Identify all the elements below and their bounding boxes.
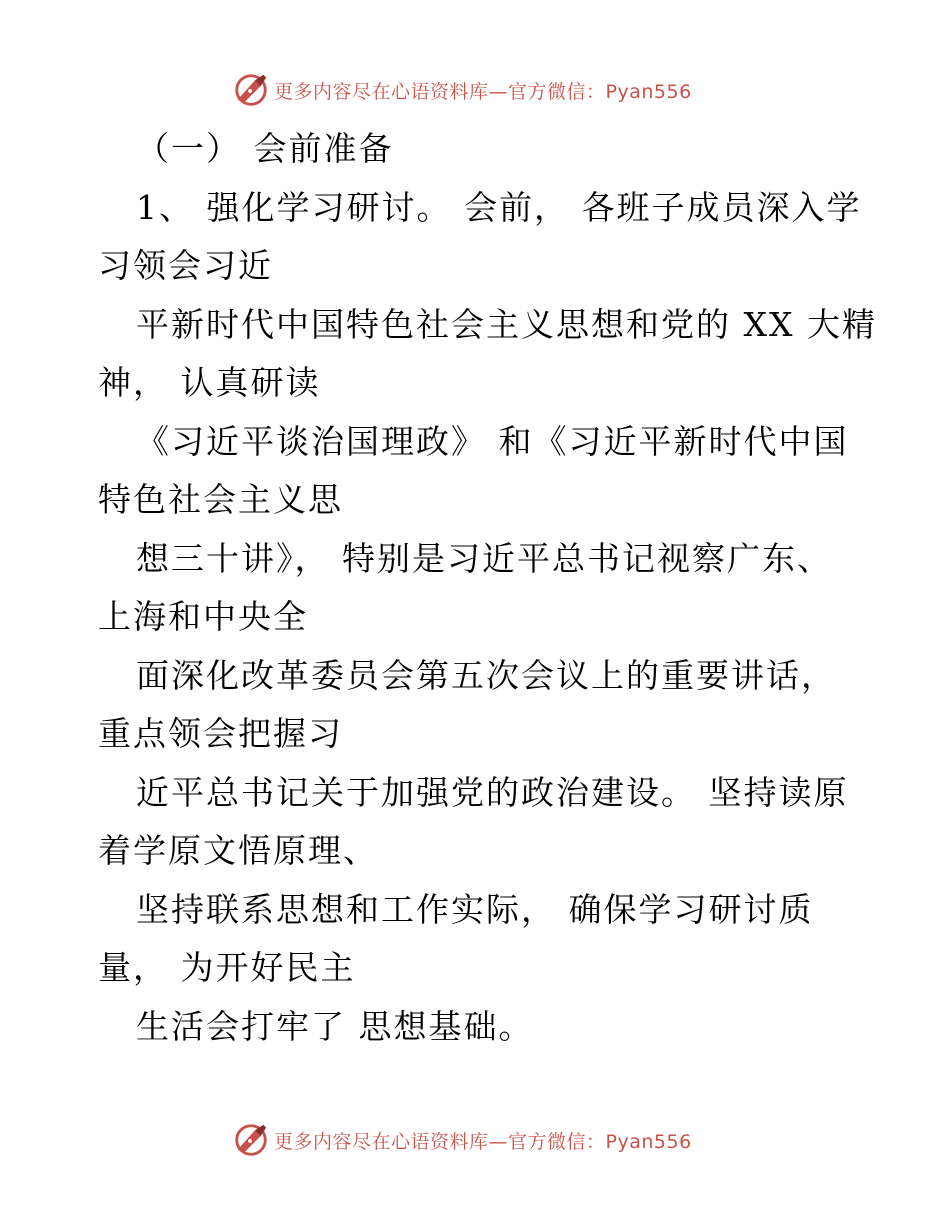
footer-banner (232, 1120, 692, 1160)
paragraph-line: 神， 认真研读 (98, 363, 321, 402)
paragraph-line: 着学原文悟原理、 (98, 831, 378, 870)
paragraph-line: 坚持联系思想和工作实际， 确保学习研讨质 (136, 889, 814, 929)
paragraph-line: 量， 为开好民主 (98, 948, 356, 987)
pen-nib-logo-icon (232, 71, 270, 109)
pen-nib-logo-icon (232, 1121, 270, 1159)
footer-banner-text: 更多内容尽在心语资料库—官方微信：Pyan556 (274, 1130, 692, 1153)
paragraph-line: 1、 强化学习研讨。 会前， 各班子成员深入学 (136, 187, 862, 227)
document-body (98, 120, 877, 1056)
paragraph-line: 近平总书记关于加强党的政治建设。 坚持读原 (136, 772, 849, 812)
paragraph-line: 面深化改革委员会第五次会议上的重要讲话， (136, 655, 836, 695)
paragraph-line: 平新时代中国特色社会主义思想和党的 XX 大精 (136, 304, 877, 344)
header-banner-text: 更多内容尽在心语资料库—官方微信：Pyan556 (274, 80, 692, 103)
paragraph-line: 《习近平谈治国理政》 和《习近平新时代中国 (136, 421, 849, 461)
paragraph-line: 生活会打牢了 思想基础。 (136, 1006, 534, 1046)
paragraph-line: 重点领会把握习 (98, 714, 343, 753)
header-banner (232, 70, 692, 110)
paragraph-line: 上海和中央全 (98, 597, 308, 636)
section-heading: （一） 会前准备 (136, 129, 394, 168)
paragraph-line: 特色社会主义思 (98, 480, 343, 519)
paragraph-line: 习领会习近 (98, 246, 273, 285)
paragraph-line: 想三十讲》， 特别是习近平总书记视察广东、 (136, 538, 832, 578)
